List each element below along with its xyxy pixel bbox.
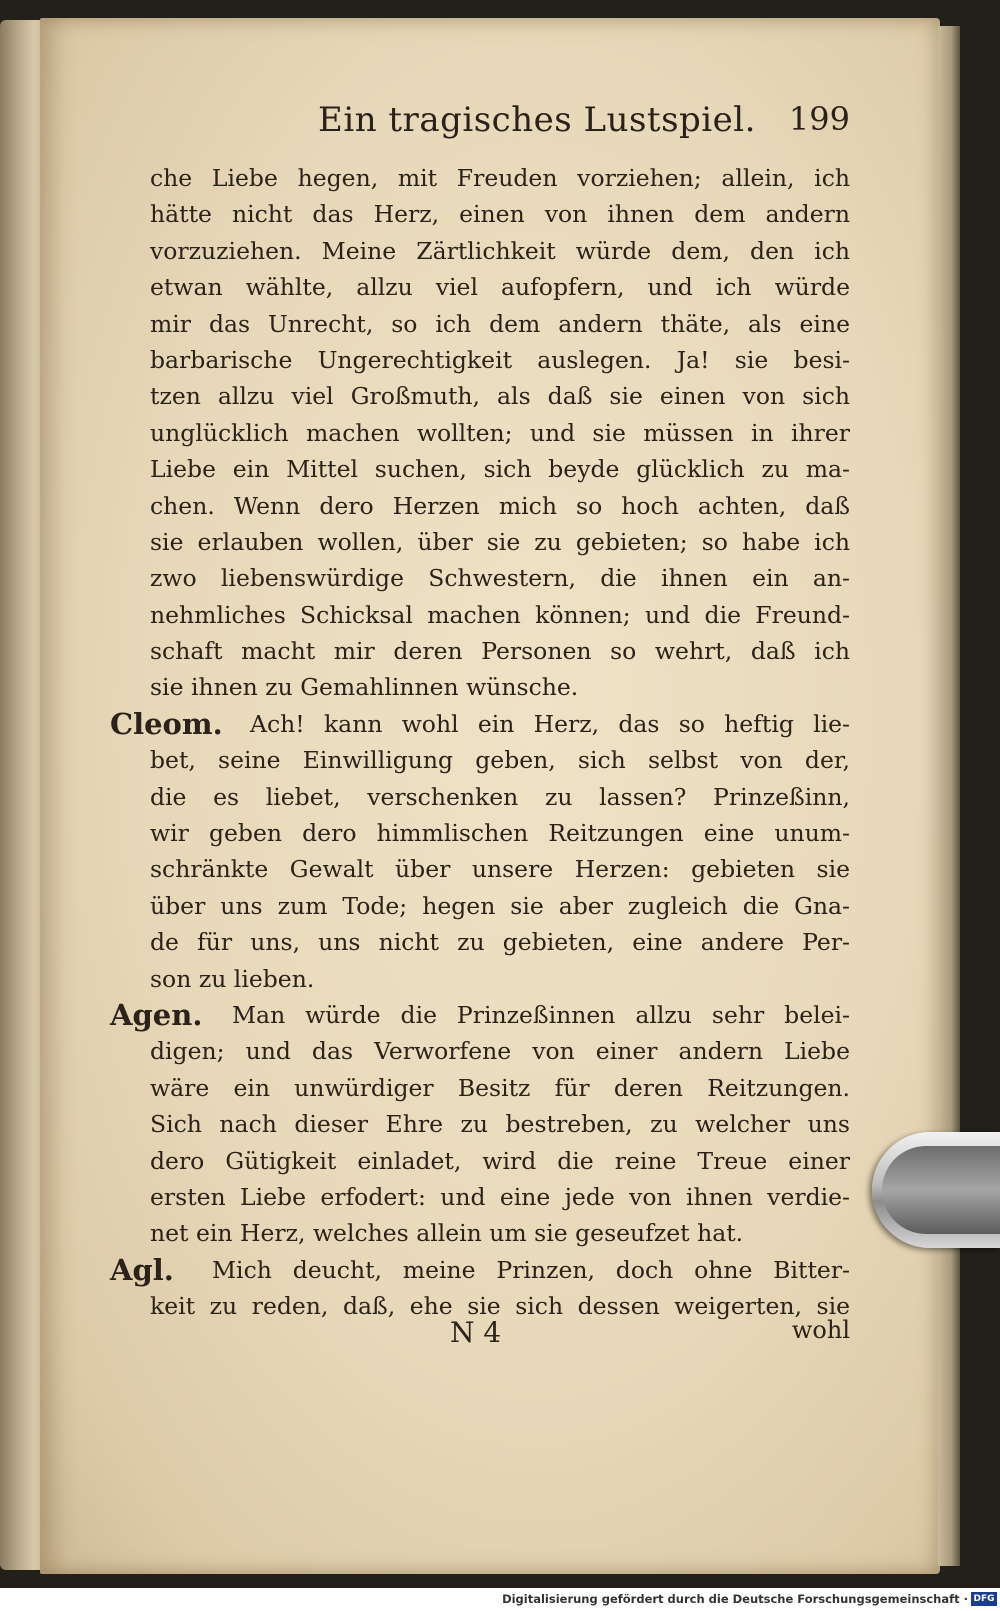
signature-mark: N 4 xyxy=(450,1316,502,1349)
text-line: son zu lieben. xyxy=(150,964,315,993)
speech-agl xyxy=(110,1252,850,1325)
text-line: sie ihnen zu Gemahlinnen wünsche. xyxy=(150,673,579,702)
text-line: chen. Wenn dero Herzen mich so hoch achten, daß xyxy=(150,491,850,520)
line-text: Ach! kann wohl ein Herz, das so heftig lie- xyxy=(250,709,850,738)
text-line: dero Gütigkeit einladet, wird die reine Treue einer xyxy=(150,1146,850,1175)
text-line: wir geben dero himmlischen Reitzungen eine unum- xyxy=(150,819,850,848)
running-head-title: Ein tragisches Lustspiel. xyxy=(318,100,756,140)
text-line: de für uns, uns nicht zu gebieten, eine andere Per- xyxy=(150,928,850,957)
page-footer xyxy=(150,1316,850,1356)
text-line: zwo liebenswürdige Schwestern, die ihnen ein an- xyxy=(150,564,850,593)
page-stack-edge xyxy=(938,26,960,1566)
credit-bar xyxy=(0,1588,1000,1611)
speech-agen xyxy=(110,997,850,1252)
page-clip-inner xyxy=(882,1146,1000,1234)
dfg-logo-icon: DFG xyxy=(971,1592,997,1606)
text-line: über uns zum Tode; hegen sie aber zugleich die Gna- xyxy=(150,891,850,920)
speaker-name: Agl. xyxy=(110,1252,174,1287)
text-line: Sich nach dieser Ehre zu bestreben, zu welcher uns xyxy=(150,1110,850,1139)
text-line: net ein Herz, welches allein um sie geseufzet hat. xyxy=(150,1219,744,1248)
continuation-paragraph xyxy=(150,160,850,706)
text-line: Liebe ein Mittel suchen, sich beyde glücklich zu ma- xyxy=(150,455,850,484)
speaker-name: Agen. xyxy=(110,997,203,1032)
text-line: ersten Liebe erfodert: und eine jede von ihnen verdie- xyxy=(150,1182,850,1211)
text-line: nehmliches Schicksal machen können; und die Freund- xyxy=(150,600,850,629)
text-line: unglücklich machen wollten; und sie müssen in ihrer xyxy=(150,418,850,447)
text-line xyxy=(110,997,850,1033)
text-line: etwan wählte, allzu viel aufopfern, und ich würde xyxy=(150,273,850,302)
digitization-credit: Digitalisierung gefördert durch die Deutsche Forschungsgemeinschaft · xyxy=(502,1592,968,1606)
text-line: schränkte Gewalt über unsere Herzen: gebieten sie xyxy=(150,855,850,884)
text-line xyxy=(110,706,850,742)
text-line: die es liebet, verschenken zu lassen? Prinzeßinn, xyxy=(150,782,850,811)
line-text: Man würde die Prinzeßinnen allzu sehr belei- xyxy=(232,1000,850,1029)
text-line: vorzuziehen. Meine Zärtlichkeit würde dem, den ich xyxy=(150,236,850,265)
text-line: barbarische Ungerechtigkeit auslegen. Ja! sie besi- xyxy=(150,345,850,374)
text-line: wäre ein unwürdiger Besitz für deren Reitzungen. xyxy=(150,1073,850,1102)
speaker-name: Cleom. xyxy=(110,706,223,741)
page-number: 199 xyxy=(788,100,850,138)
body-text xyxy=(110,160,850,1325)
running-head xyxy=(310,96,850,146)
text-line: hätte nicht das Herz, einen von ihnen dem andern xyxy=(150,200,850,229)
text-line: tzen allzu viel Großmuth, als daß sie einen von sich xyxy=(150,382,850,411)
text-line xyxy=(110,1252,850,1288)
text-line: schaft macht mir deren Personen so wehrt, daß ich xyxy=(150,637,850,666)
text-line: keit zu reden, daß, ehe sie sich dessen weigerten, sie xyxy=(150,1292,850,1321)
text-line: bet, seine Einwilligung geben, sich selbst von der, xyxy=(150,746,850,775)
line-text: Mich deucht, meine Prinzen, doch ohne Bitter- xyxy=(212,1255,850,1284)
text-line: digen; und das Verworfene von einer andern Liebe xyxy=(150,1037,850,1066)
text-line: mir das Unrecht, so ich dem andern thäte, als eine xyxy=(150,309,850,338)
text-line: sie erlauben wollen, über sie zu gebieten; so habe ich xyxy=(150,527,850,556)
catchword: wohl xyxy=(791,1316,850,1344)
text-line: che Liebe hegen, mit Freuden vorziehen; allein, ich xyxy=(150,164,850,192)
speech-cleom xyxy=(110,706,850,997)
